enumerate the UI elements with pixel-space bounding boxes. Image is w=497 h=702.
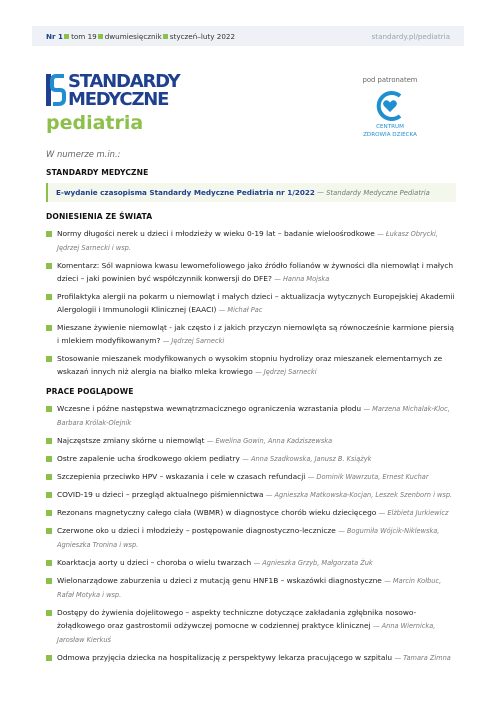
article-title: Normy długości nerek u dzieci i młodzieży w wieku 0-19 lat – badanie wieloośrodkowe [57,229,375,238]
article-item[interactable] [46,574,456,602]
prace-list [46,402,456,665]
issue-period: styczeń–luty 2022 [169,31,236,41]
article-title: COVID-19 u dzieci – przegląd aktualnego piśmiennictwa [57,490,264,499]
square-bullet-icon [46,655,52,661]
article-authors: — Marzena Michalak-Kloc, Barbara Królak-Olejnik [57,405,450,427]
article-item[interactable] [46,470,456,484]
article-authors: — Jędrzej Sarnecki [162,337,225,345]
article-title: Stosowanie mieszanek modyfikowanych o wysokim stopniu hydrolizy oraz mieszanek elementarnych ze wskazań innych niż alergia na białko mleka krowiego [57,354,443,376]
article-authors: — Tamara Zimna [394,654,451,662]
article-authors: — Dominik Wawrzuta, Ernest Kuchar [307,473,429,481]
article-item[interactable] [46,524,456,552]
square-bullet-icon [46,578,52,584]
square-bullet-icon [46,438,52,444]
square-bullet-icon [46,456,52,462]
square-bullet-icon [46,510,52,516]
article-authors: — Łukasz Obrycki, Jędrzej Sarnecki i wsp. [57,230,438,252]
in-issue-label: W numerze m.in.: [46,149,121,159]
article-item[interactable] [46,402,456,430]
article-title: Najczęstsze zmiany skórne u niemowląt [57,436,205,445]
issue-number: Nr 1 [46,31,64,41]
article-item[interactable] [46,321,456,348]
patron-org-line2: ZDROWIA DZIECKA [363,131,417,138]
article-item[interactable] [46,506,456,520]
article-title: Profilaktyka alergii na pokarm u niemowląt i małych dzieci – aktualizacja wytycznych Europejskiej Akademii Alergologii i Immunologii Klinicznej (EAACI) [57,292,455,314]
article-item[interactable] [46,488,456,502]
heart-c-logo-icon [372,90,408,122]
article-item[interactable] [46,227,456,255]
article-item[interactable] [46,434,456,448]
article-title: Wczesne i późne następstwa wewnątrzmacicznego ograniczenia wzrastania płodu [57,404,362,413]
square-bullet-icon [46,560,52,566]
patron-org-name [354,124,426,139]
square-bullet-icon [46,492,52,498]
square-bullet-icon [46,406,52,412]
square-bullet-icon [98,34,103,39]
square-bullet-icon [46,325,52,331]
article-title: Dostępy do żywienia dojelitowego – aspekty techniczne dotyczące zakładania zgłębnika nosowo-żołądkowego oraz gastrostomii odżywczej pomocne w codziennej praktyce klinicznej [57,608,417,630]
square-bullet-icon [46,474,52,480]
issue-meta-bar [32,26,464,46]
square-bullet-icon [64,34,69,39]
patron-org-line1: CENTRUM [376,124,404,130]
ewydanie-author: — Standardy Medyczne Pediatria [317,189,430,197]
square-bullet-icon [46,294,52,300]
issue-meta [46,32,235,41]
square-bullet-icon [163,34,168,39]
standardy-medyczne-logo [46,72,206,112]
article-authors: — Michał Pac [218,306,263,314]
article-authors: — Agnieszka Grzyb, Małgorzata Żuk [253,559,373,567]
journal-url-link[interactable]: standardy.pl/pediatria [371,31,450,41]
logo-s-mark-icon [46,72,66,108]
article-authors: — Anna Szadkowska, Janusz B. Książyk [242,455,372,463]
article-title: Odmowa przyjęcia dziecka na hospitalizację z perspektywy lekarza pracującego w szpitalu [57,653,393,662]
square-bullet-icon [46,231,52,237]
article-title: Koarktacja aorty u dzieci – choroba o wielu twarzach [57,558,252,567]
section-title-doniesienia: DONIESIENIA ZE ŚWIATA [46,212,153,221]
square-bullet-icon [46,610,52,616]
article-authors: — Marcin Kołbuc, Rafał Motyka i wsp. [57,577,442,599]
article-item[interactable] [46,452,456,466]
article-title: Komentarz: Sól wapniowa kwasu lewomefoliowego jako źródło folianów w żywności dla niemowląt i małych dzieci – jaki powinien być współczynnik konwersji do DFE? [57,261,454,283]
doniesienia-list [46,227,456,379]
patron-block [354,76,426,139]
logo-word-medyczne: MEDYCZNE [68,89,169,110]
article-title: Mieszane żywienie niemowląt - jak często i z jakich przyczyn niemowlęta są równocześnie karmione piersią i mlekiem modyfikowanym? [57,323,455,345]
article-authors: — Jędrzej Sarnecki [255,368,317,376]
article-title: Szczepienia przeciwko HPV – wskazania i cele w czasach refundacji [57,472,306,481]
issue-frequency: dwumiesięcznik [104,31,162,41]
square-bullet-icon [46,356,52,362]
issue-volume: tom 19 [71,31,97,41]
article-title: Ostre zapalenie ucha środkowego okiem pediatry [57,454,240,463]
article-item[interactable] [46,352,456,379]
article-title: Czerwone oko u dzieci i młodzieży – postępowanie diagnostyczno-lecznicze [57,526,336,535]
article-authors: — Agnieszka Matkowska-Kocjan, Leszek Szenborn i wsp. [265,491,453,499]
square-bullet-icon [46,263,52,269]
square-bullet-icon [46,528,52,534]
article-title: Rezonans magnetyczny całego ciała (WBMR) w diagnostyce chorób wieku dziecięcego [57,508,377,517]
article-item[interactable] [46,259,456,286]
article-authors: — Elżbieta Jurkiewicz [378,509,449,517]
article-authors: — Ewelina Gowin, Anna Kadziszewska [206,437,333,445]
article-authors: — Bogumiła Wójcik-Niklewska, Agnieszka Tronina i wsp. [57,527,440,549]
section-title-prace: PRACE POGLĄDOWE [46,387,134,396]
article-authors: — Anna Wiernicka, Jarosław Kierkuś [57,622,436,644]
article-item[interactable] [46,556,456,570]
logo-word-standardy: STANDARDY [68,71,180,92]
section-title-standardy: STANDARDY MEDYCZNE [46,168,149,177]
ewydanie-link[interactable] [46,183,456,202]
article-item[interactable] [46,606,456,647]
journal-subtitle: pediatria [46,112,144,134]
ewydanie-title: E-wydanie czasopisma Standardy Medyczne Pediatria nr 1/2022 [56,188,315,197]
table-of-contents [46,168,456,669]
article-authors: — Hanna Mojska [274,275,330,283]
article-title: Wielonarządowe zaburzenia u dzieci z mutacją genu HNF1B – wskazówki diagnostyczne [57,576,382,585]
article-item[interactable] [46,651,456,665]
patron-label: pod patronatem [362,76,418,84]
article-item[interactable] [46,290,456,317]
